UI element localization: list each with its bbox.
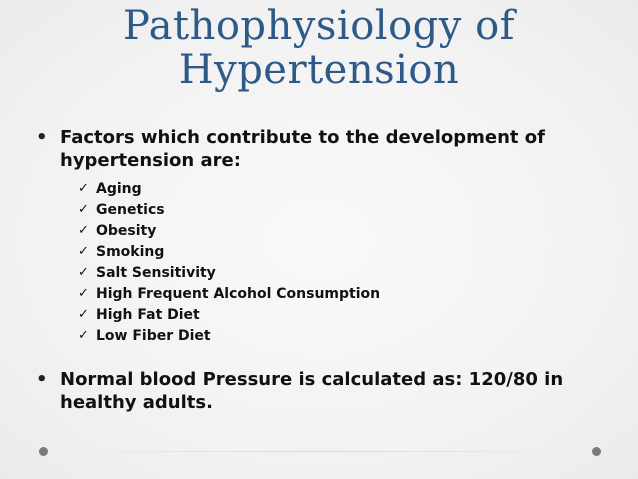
checkmark-icon: ✓ [78, 244, 89, 259]
bullet-normal-bp-text: Normal blood Pressure is calculated as: 120/80 in healthy adults. [60, 369, 564, 413]
checkmark-icon: ✓ [78, 286, 89, 301]
footer-dot-right-icon [592, 447, 601, 456]
slide-title [0, 4, 638, 92]
factor-label: High Frequent Alcohol Consumption [96, 285, 381, 302]
checkmark-icon: ✓ [78, 328, 89, 343]
footer-divider [55, 451, 585, 452]
factor-label: Genetics [96, 201, 165, 218]
list-item [78, 325, 616, 346]
slide-content [36, 126, 616, 414]
factor-label: Low Fiber Diet [96, 327, 211, 344]
factor-label: Smoking [96, 243, 165, 260]
list-item [78, 178, 616, 199]
bullet-dot-icon: • [36, 369, 48, 390]
list-item [78, 241, 616, 262]
checkmark-icon: ✓ [78, 202, 89, 217]
factor-label: High Fat Diet [96, 306, 200, 323]
factor-label: Aging [96, 180, 142, 197]
checkmark-icon: ✓ [78, 307, 89, 322]
list-item [78, 220, 616, 241]
factor-checklist [78, 178, 616, 346]
factor-label: Obesity [96, 222, 157, 239]
checkmark-icon: ✓ [78, 223, 89, 238]
bullet-factors-text: Factors which contribute to the development of hypertension are: [60, 127, 545, 171]
list-item [78, 199, 616, 220]
bullet-normal-bp [36, 368, 616, 414]
title-line-2: Hypertension [178, 47, 460, 93]
checkmark-icon: ✓ [78, 265, 89, 280]
list-item [78, 262, 616, 283]
bullet-dot-icon: • [36, 127, 48, 148]
title-line-1: Pathophysiology of [123, 3, 515, 49]
list-item [78, 304, 616, 325]
list-item [78, 283, 616, 304]
factor-label: Salt Sensitivity [96, 264, 216, 281]
spacer [36, 346, 616, 368]
bullet-factors [36, 126, 616, 172]
checkmark-icon: ✓ [78, 181, 89, 196]
footer-dot-left-icon [39, 447, 48, 456]
